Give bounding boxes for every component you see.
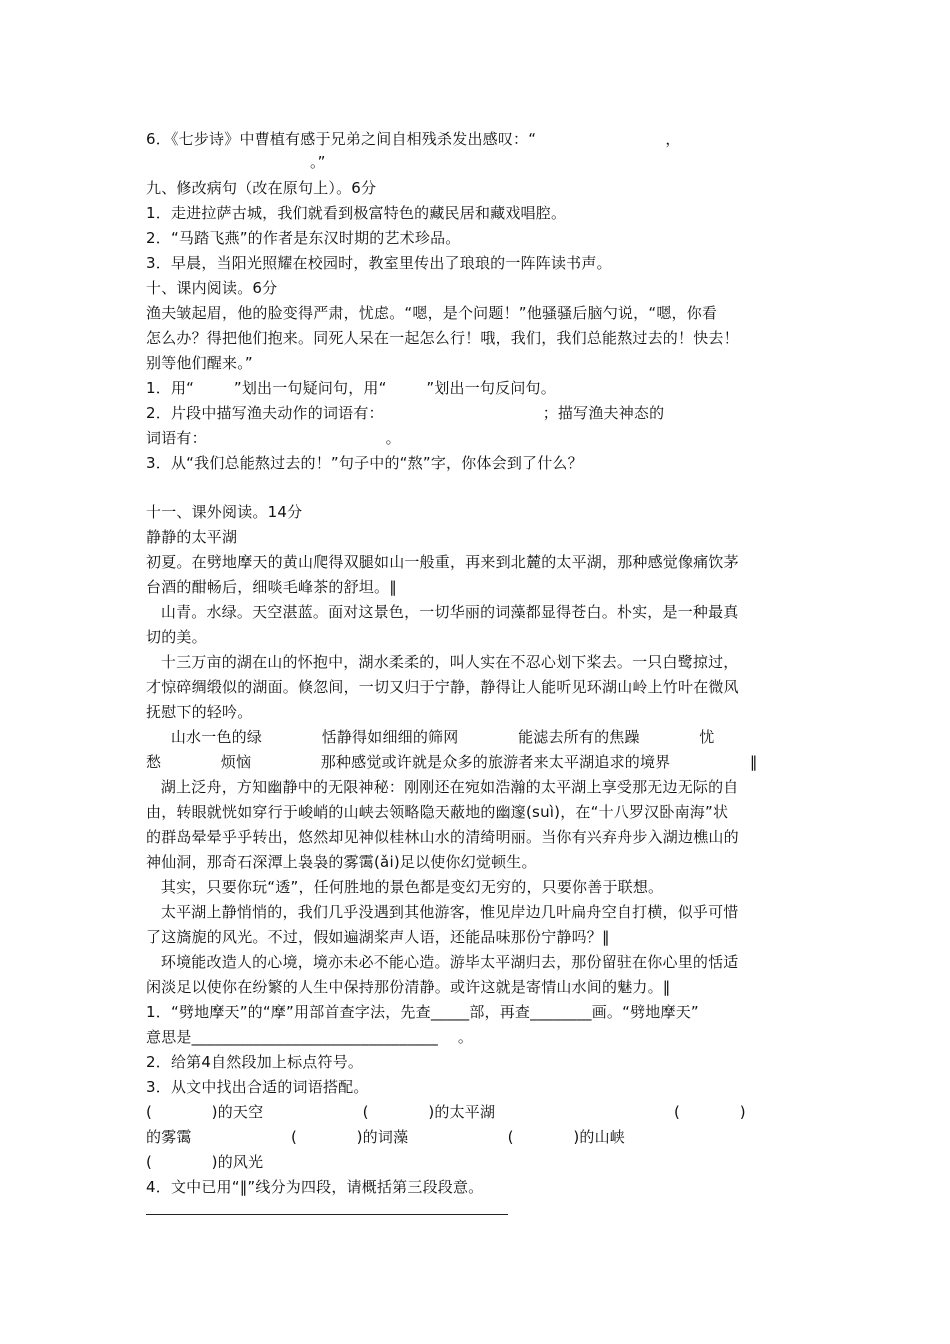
article-line: 了这旖旎的风光。不过，假如遍湖桨声人语，还能品味那份宁静吗？‖ <box>146 928 610 946</box>
article-line: 其实，只要你玩“透”，任何胜地的景色都是变幻无穷的，只要你善于联想。 <box>146 878 664 896</box>
passage-line: 渔夫皱起眉，他的脸变得严肃，忧虑。“嗯，是个问题！”他骚骚后脑勺说，“嗯，你看 <box>146 304 718 322</box>
reading-q2: 2．给第4自然段加上标点符号。 <box>146 1053 364 1071</box>
passage-line: 别等他们醒来。” <box>146 354 253 372</box>
sentence-3: 3．早晨，当阳光照耀在校园时，教室里传出了琅琅的一阵阵读书声。 <box>146 254 612 272</box>
article-line: 台酒的酣畅后，细啖毛峰茶的舒坦。‖ <box>146 578 397 596</box>
article-line: 的群岛晕晕乎乎转出，悠然却见神似桂林山水的清绮明丽。当你有兴弃舟步入湖边樵山的 <box>146 828 739 846</box>
answer-line <box>146 1214 508 1215</box>
section-10-heading: 十、课内阅读。6分 <box>146 279 278 297</box>
article-line: 山水一色的绿 恬静得如细细的筛网 能滤去所有的焦躁 忧 <box>146 728 715 746</box>
article-line: 切的美。 <box>146 628 207 646</box>
sentence-2: 2．“马踏飞燕”的作者是东汉时期的艺术珍品。 <box>146 229 461 247</box>
section-9-heading: 九、修改病句（改在原句上）。6分 <box>146 179 377 197</box>
article-line: 太平湖上静悄悄的，我们几乎没遇到其他游客，惟见岸边几叶扁舟空自打横，似乎可惜 <box>146 903 739 921</box>
article-line: 十三万亩的湖在山的怀抱中，湖水柔柔的，叫人实在不忍心划下桨去。一只白鹭掠过， <box>146 653 739 671</box>
sentence-1: 1．走进拉萨古城，我们就看到极富特色的藏民居和藏戏唱腔。 <box>146 204 567 222</box>
article-line: 湖上泛舟，方知幽静中的无限神秘：刚刚还在宛如浩瀚的太平湖上享受那无边无际的自 <box>146 778 739 796</box>
q6-line: 6．《七步诗》中曹植有感于兄弟之间自相残杀发出感叹：“ ， <box>146 130 681 148</box>
match-row-3: ( )的风光 <box>146 1153 264 1171</box>
article-title: 静静的太平湖 <box>146 528 238 546</box>
question-2-cont: 词语有： 。 <box>146 429 401 447</box>
article-line: 环境能改造人的心境，境亦未必不能心造。游毕太平湖归去，那份留驻在你心里的恬适 <box>146 953 739 971</box>
article-line: 神仙洞，那奇石深潭上袅袅的雾霭(ǎi)足以使你幻觉顿生。 <box>146 853 537 871</box>
reading-q4: 4．文中已用“‖”线分为四段，请概括第三段段意。 <box>146 1178 484 1196</box>
passage-line: 怎么办？得把他们抱来。同死人呆在一起怎么行！哦，我们，我们总能熬过去的！快去！ <box>146 329 739 347</box>
match-row-2: 的雾霭 ( )的词藻 ( )的山峡 <box>146 1128 625 1146</box>
match-row-1: ( )的天空 ( )的太平湖 ( ) <box>146 1103 746 1121</box>
section-11-heading: 十一、课外阅读。14分 <box>146 503 303 521</box>
reading-q3: 3．从文中找出合适的词语搭配。 <box>146 1078 369 1096</box>
article-line: 初夏。在劈地摩天的黄山爬得双腿如山一般重，再来到北麓的太平湖，那种感觉像痛饮茅 <box>146 553 739 571</box>
reading-q1: 1．“劈地摩天”的“摩”用部首查字法，先查_____部，再查________画。“劈地摩天” <box>146 1003 699 1021</box>
article-line: 抚慰下的轻吟。 <box>146 703 253 721</box>
reading-q1-cont: 意思是________________________________ 。 <box>146 1028 474 1046</box>
question-1: 1．用“ ”划出一句疑问句，用“ ”划出一句反问句。 <box>146 379 556 397</box>
question-2: 2．片段中描写渔夫动作的词语有： ；描写渔夫神态的 <box>146 404 665 422</box>
article-line: 愁 烦恼 那种感觉或许就是众多的旅游者来太平湖追求的境界 ‖ <box>146 753 758 771</box>
article-line: 由，转眼就恍如穿行于峻峭的山峡去领略隐天蔽地的幽邃(suì)，在“十八罗汉卧南海”状 <box>146 803 729 821</box>
article-line: 闲淡足以使你在纷繁的人生中保持那份清静。或许这就是寄情山水间的魅力。‖ <box>146 978 671 996</box>
article-line: 山青。水绿。天空湛蓝。面对这景色，一切华丽的词藻都显得苍白。朴实，是一种最真 <box>146 603 739 621</box>
q6-line-cont: 。” <box>146 153 326 171</box>
question-3: 3．从“我们总能熬过去的！”句子中的“熬”字，你体会到了什么？ <box>146 454 583 472</box>
article-line: 才惊碎绸缎似的湖面。倏忽间，一切又归于宁静，静得让人能听见环湖山岭上竹叶在微风 <box>146 678 739 696</box>
